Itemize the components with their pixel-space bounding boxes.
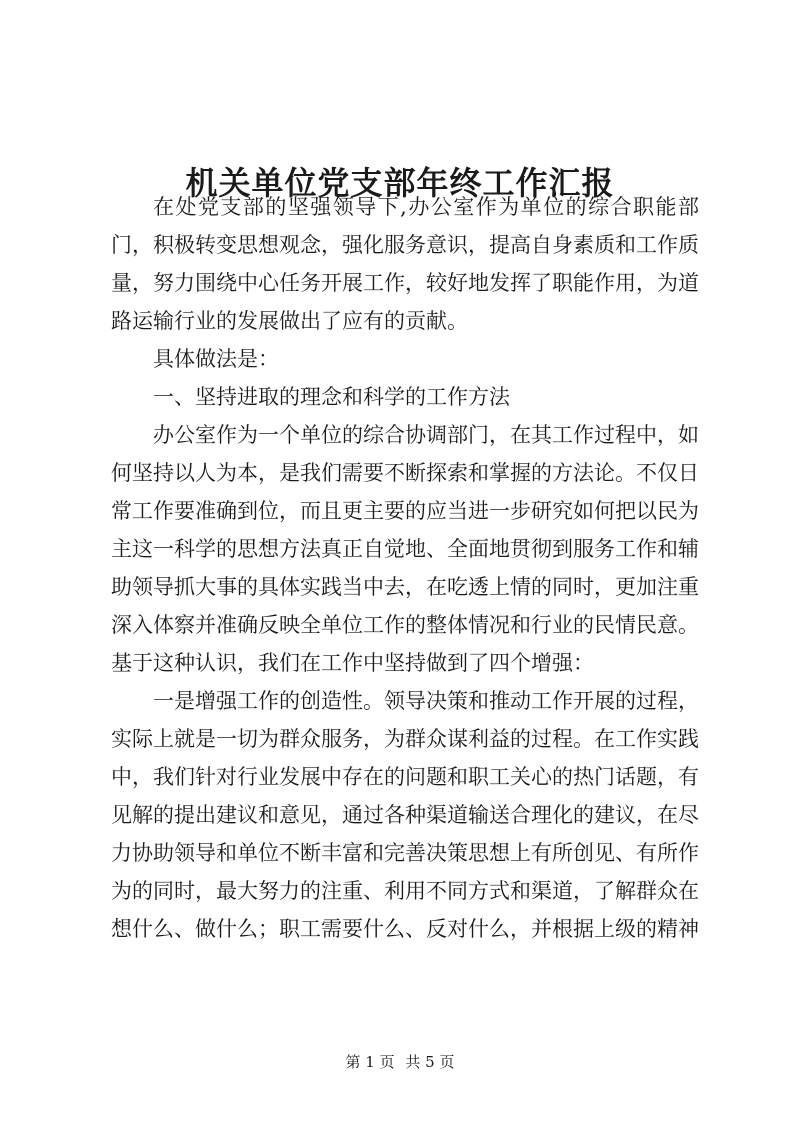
paragraph-creativity: 一是增强工作的创造性。领导决策和推动工作开展的过程，实际上就是一切为群众服务，为群众谋利益的过程。在工作实践中，我们针对行业发展中存在的问题和职工关心的热门话题，有见解的提出建议和意见，通过各种渠道输送合理化的建议，在尽力协助领导和单位不断丰富和完善决策思想上有所创见、有所作为的同时，最大努力的注重、利用不同方式和渠道，了解群众在想什么、做什么；职工需要什么、反对什么，并根据上级的精神 [111,689,699,941]
paragraph-office-role: 办公室作为一个单位的综合协调部门，在其工作过程中，如何坚持以人为本，是我们需要不断探索和掌握的方法论。不仅日常工作要准确到位，而且更主要的应当进一步研究如何把以民为主这一科学的思想方法真正自觉地、全面地贯彻到服务工作和辅助领导抓大事的具体实践当中去，在吃透上情的同时，更加注重深入体察并准确反映全单位工作的整体情况和行业的民情民意。基于这种认识，我们在工作中坚持做到了四个增强： [111,423,699,675]
section-heading-1: 一、坚持进取的理念和科学的工作方法 [153,385,510,409]
page-footer [0,1052,800,1072]
paragraph-intro: 在处党支部的坚强领导下,办公室作为单位的综合职能部门，积极转变思想观念，强化服务意识，提高自身素质和工作质量，努力围绕中心任务开展工作，较好地发挥了职能作用，为道路运输行业的发展做出了应有的贡献。 [111,195,699,333]
document-body [111,188,699,948]
page-total: 共 5 页 [405,1053,455,1071]
document-title: 机关单位党支部年终工作汇报 [185,164,615,203]
page-number: 第 1 页 [345,1053,395,1071]
paragraph-methods-intro: 具体做法是： [153,347,279,371]
